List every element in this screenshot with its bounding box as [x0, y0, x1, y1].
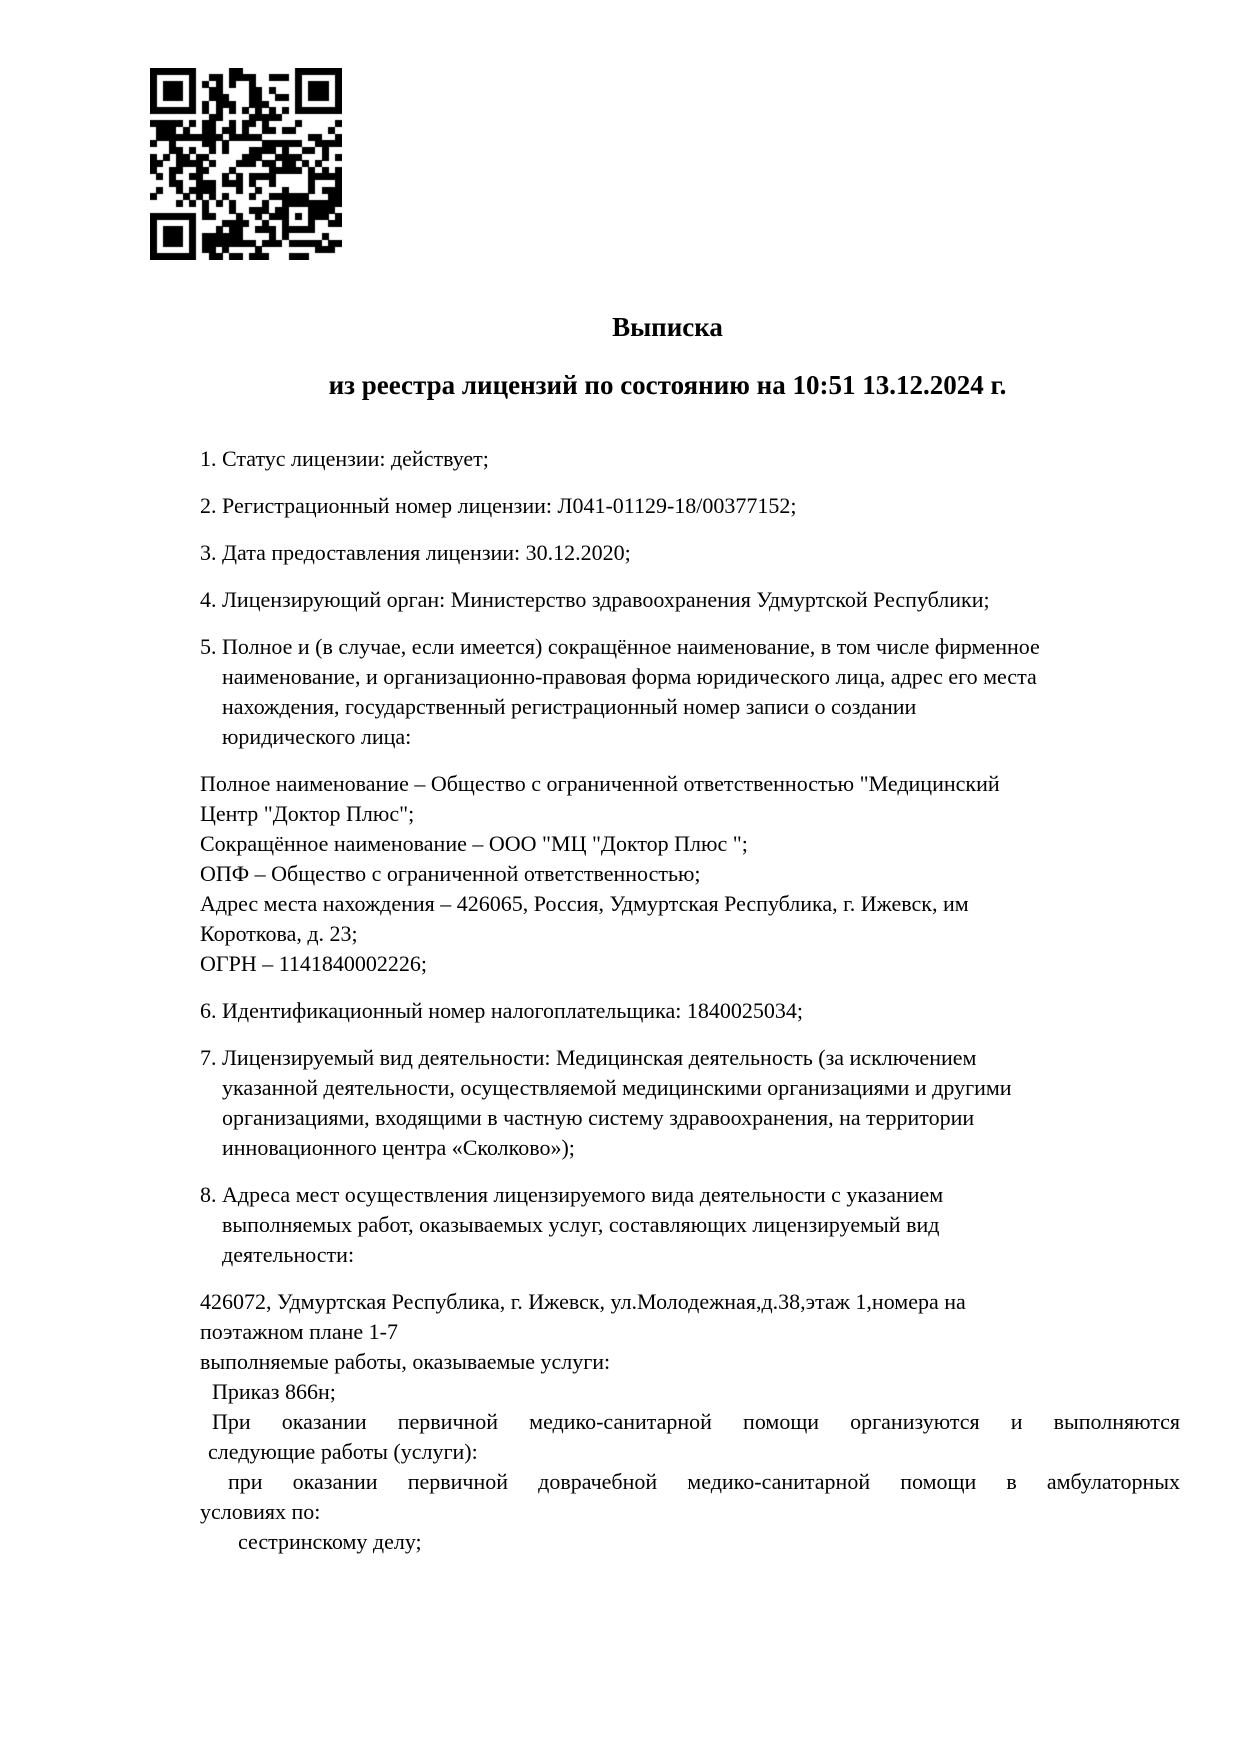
document-line: Сокращённое наименование – ООО "МЦ "Доктор Плюс ";	[200, 831, 748, 856]
document-line: Полное наименование – Общество с ограниченной ответственностью "Медицинский	[200, 771, 1000, 796]
document-subtitle: из реестра лицензий по состоянию на 10:51 13.12.2024 г.	[328, 370, 1007, 400]
document-line: 426072, Удмуртская Республика, г. Ижевск, ул.Молодежная,д.38,этаж 1,номера на	[200, 1289, 966, 1314]
document-line: 5. Полное и (в случае, если имеется) сокращённое наименование, в том числе фирменное	[200, 634, 1040, 659]
document-line: наименование, и организационно-правовая форма юридического лица, адрес его места	[222, 664, 1037, 689]
document-line: сестринскому делу;	[238, 1529, 422, 1554]
document-line: Короткова, д. 23;	[200, 921, 358, 946]
document-line: При оказании первичной медико-санитарной помощи организуются и выполняются	[212, 1409, 1180, 1434]
document-line: организациями, входящими в частную систему здравоохранения, на территории	[222, 1105, 975, 1130]
document-line: условиях по:	[200, 1499, 321, 1524]
document-line: 3. Дата предоставления лицензии: 30.12.2020;	[200, 540, 631, 565]
document-line: 8. Адреса мест осуществления лицензируемого вида деятельности с указанием	[200, 1182, 944, 1207]
document-body	[200, 444, 1180, 1557]
document-line: деятельности:	[222, 1242, 355, 1267]
document-line: ОПФ – Общество с ограниченной ответственностью;	[200, 861, 701, 886]
document-line: 4. Лицензирующий орган: Министерство здравоохранения Удмуртской Республики;	[200, 587, 990, 612]
document-title: Выписка	[612, 312, 723, 342]
document-line: нахождения, государственный регистрационный номер записи о создании	[222, 694, 917, 719]
document-line: выполняемых работ, оказываемых услуг, составляющих лицензируемый вид	[222, 1212, 940, 1237]
document-line: при оказании первичной доврачебной медико-санитарной помощи в амбулаторных	[228, 1469, 1180, 1494]
document-line: указанной деятельности, осуществляемой медицинскими организациями и другими	[222, 1075, 1012, 1100]
document-line: 7. Лицензируемый вид деятельности: Медицинская деятельность (за исключением	[200, 1045, 977, 1070]
qr-code	[150, 68, 342, 260]
document-line: юридического лица:	[222, 724, 412, 749]
document-line: Приказ 866н;	[212, 1379, 336, 1404]
document-line: 1. Статус лицензии: действует;	[200, 446, 489, 471]
document-line: 6. Идентификационный номер налогоплательщика: 1840025034;	[200, 998, 803, 1023]
document-line: поэтажном плане 1-7	[200, 1319, 398, 1344]
document-line: следующие работы (услуги):	[208, 1439, 478, 1464]
document-line: выполняемые работы, оказываемые услуги:	[200, 1349, 611, 1374]
document-line: ОГРН – 1141840002226;	[200, 951, 428, 976]
document-line: Адрес места нахождения – 426065, Россия, Удмуртская Республика, г. Ижевск, им	[200, 891, 969, 916]
document-line: 2. Регистрационный номер лицензии: Л041-01129-18/00377152;	[200, 493, 797, 518]
document-line: Центр "Доктор Плюс";	[200, 801, 415, 826]
document-line: инновационного центра «Сколково»);	[222, 1135, 575, 1160]
